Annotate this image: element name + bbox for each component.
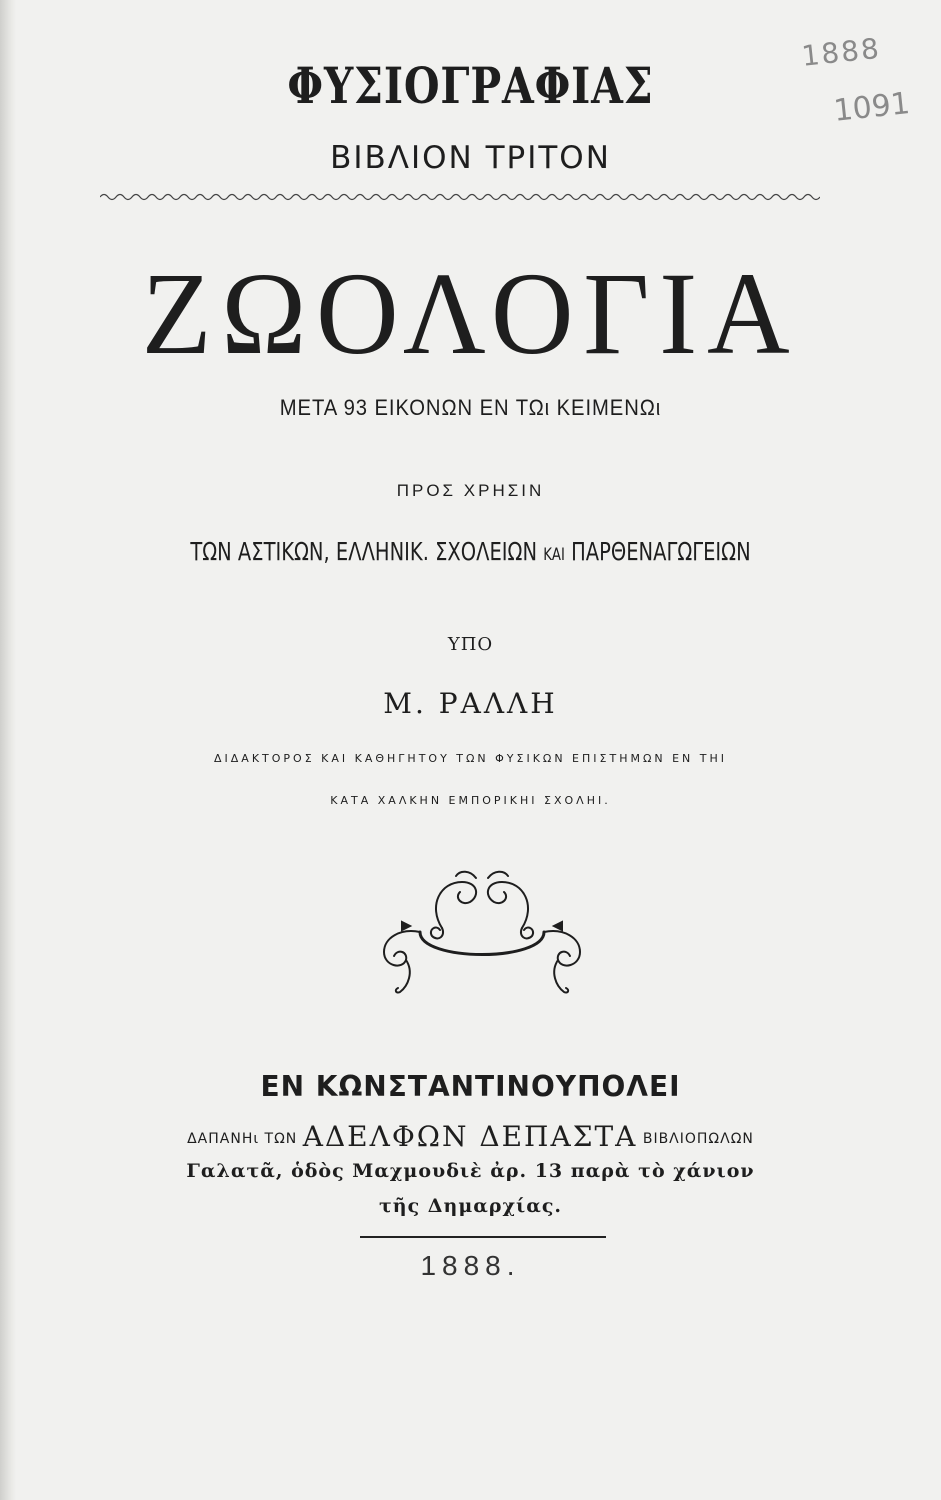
schools-line [104,537,838,566]
publication-city: ΕΝ ΚΩΝΣΤΑΝΤΙΝΟΥΠΟΛΕΙ [260,1070,681,1103]
schools-and: ΚΑΙ [543,545,565,565]
author-credentials-line-1: ΔΙΔΑΚΤΟΡΟΣ ΚΑΙ ΚΑΘΗΓΗΤΟΥ ΤΩΝ ΦΥΣΙΚΩΝ ΕΠΙΣΤΗΜΩΝ ΕΝ ΤΗΙ [214,752,727,765]
address-line-1: Γαλατᾶ, ὁδὸς Μαχμουδιὲ ἀρ. 13 παρὰ τὸ χάνιον [186,1160,755,1182]
main-title: ΖΩΟΛΟΓΙΑ [141,248,800,379]
publisher-name: ΑΔΕΛΦΩΝ ΔΕΠΑΣΤΑ [302,1120,638,1153]
publisher-line [0,1120,941,1153]
address-line-2: τῆς Δημαρχίας. [379,1195,562,1217]
publisher-prefix: ΔΑΠΑΝΗι ΤΩΝ [187,1131,298,1147]
horizontal-rule [360,1236,606,1238]
author-name: Μ. ΡΑΛΛΗ [383,687,558,720]
subtitle: ΜΕΤΑ 93 ΕΙΚΟΝΩΝ ΕΝ ΤΩι ΚΕΙΜΕΝΩι [279,395,662,420]
by-label: ΥΠΟ [447,634,494,655]
series-title: ΦΥΣΙΟΓΡΑΦΙΑΣ [287,56,654,115]
for-use-line: ΠΡΟΣ ΧΡΗΣΙΝ [396,481,545,500]
wavy-divider [100,190,820,204]
publication-year: 1888. [420,1250,521,1281]
handwritten-note-year: 1888 [800,31,883,73]
book-number: ΒΙΒΛΙΟΝ ΤΡΙΤΟΝ [330,140,611,176]
schools-part-1: ΤΩΝ ΑΣΤΙΚΩΝ, ΕΛΛΗΝΙΚ. ΣΧΟΛΕΙΩΝ [190,537,538,566]
publisher-suffix: ΒΙΒΛΙΟΠΩΛΩΝ [642,1131,754,1147]
schools-part-2: ΠΑΡΘΕΝΑΓΩΓΕΙΩΝ [571,537,751,566]
handwritten-note-number: 1091 [832,86,912,129]
author-credentials-line-2: ΚΑΤΑ ΧΑΛΚΗΝ ΕΜΠΟΡΙΚΗΙ ΣΧΟΛΗΙ. [330,794,611,807]
scroll-ornament-icon [380,866,584,998]
